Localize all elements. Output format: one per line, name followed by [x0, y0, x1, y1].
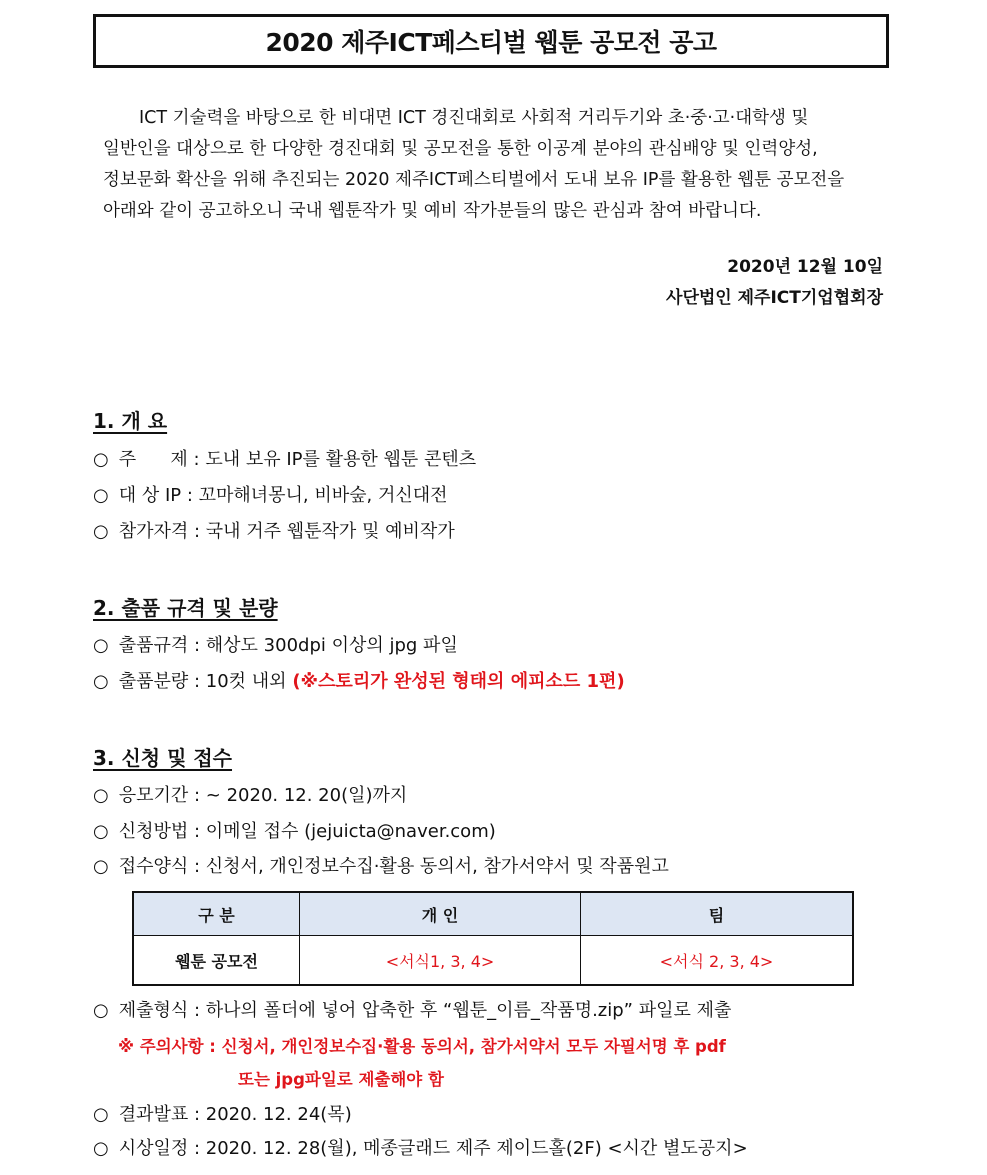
- bullet-icon: ○: [93, 635, 109, 656]
- apply-item-period: [93, 781, 407, 807]
- volume-note: (※스토리가 완성된 형태의 에피소드 1편): [292, 671, 625, 692]
- item-text: 시상일정 : 2020. 12. 28(월), 메종글래드 제주 제이드홀(2F) <시간 별도공지>: [118, 1138, 748, 1159]
- notice-line: ※ 주의사항 : 신청서, 개인정보수집·활용 동의서, 참가서약서 모두 자필서명 후 pdf: [118, 1037, 726, 1056]
- bullet-icon: ○: [93, 1000, 109, 1021]
- bullet-icon: ○: [93, 449, 109, 470]
- notice-line: 또는 jpg파일로 제출해야 함: [238, 1070, 444, 1089]
- item-text: 결과발표 : 2020. 12. 24(목): [118, 1104, 352, 1125]
- item-text: 접수양식 : 신청서, 개인정보수집·활용 동의서, 참가서약서 및 작품원고: [118, 856, 669, 877]
- table-cell: 웹툰 공모전: [133, 936, 300, 986]
- issuer-name: 사단법인 제주ICT기업협회장: [666, 288, 883, 308]
- item-text: 제출형식 : 하나의 폴더에 넣어 압축한 후 “웹툰_이름_작품명.zip” 파일로 제출: [118, 1000, 732, 1021]
- spec-item-format: [93, 631, 458, 657]
- bullet-icon: ○: [93, 856, 109, 877]
- item-text: 응모기간 : ~ 2020. 12. 20(일)까지: [118, 785, 408, 806]
- item-text: 참가자격 : 국내 거주 웹툰작가 및 예비작가: [118, 521, 455, 542]
- table-header: 구 분: [133, 892, 300, 936]
- item-text: 출품규격 : 해상도 300dpi 이상의 jpg 파일: [118, 635, 458, 656]
- intro-paragraph: [103, 103, 883, 227]
- apply-item-forms: [93, 852, 669, 878]
- bullet-icon: ○: [93, 671, 109, 692]
- section-overview-heading: 1. 개 요: [93, 409, 168, 433]
- announcement-date: 2020년 12월 10일: [727, 257, 883, 277]
- table-header: 팀: [581, 892, 854, 936]
- section-spec-heading: 2. 출품 규격 및 분량: [93, 596, 278, 620]
- bullet-icon: ○: [93, 521, 109, 542]
- table-cell: <서식1, 3, 4>: [300, 936, 581, 986]
- intro-line: 정보문화 확산을 위해 추진되는 2020 제주ICT페스티벌에서 도내 보유 IP를 활용한 웹툰 공모전을: [103, 170, 845, 190]
- intro-line: 일반인을 대상으로 한 다양한 경진대회 및 공모전을 통한 이공계 분야의 관심배양 및 인력양성,: [103, 139, 818, 159]
- item-text: 출품분량 : 10컷 내외: [118, 671, 287, 692]
- table-cell: <서식 2, 3, 4>: [581, 936, 854, 986]
- forms-table: [132, 891, 854, 986]
- apply-item-method: [93, 817, 496, 843]
- bullet-icon: ○: [93, 821, 109, 842]
- intro-line: 아래와 같이 공고하오니 국내 웹툰작가 및 예비 작가분들의 많은 관심과 참여 바랍니다.: [103, 201, 762, 221]
- spec-item-volume: [93, 667, 625, 693]
- item-text: 대 상 IP : 꼬마해녀몽니, 비바숲, 거신대전: [118, 485, 448, 506]
- bullet-icon: ○: [93, 785, 109, 806]
- bullet-icon: ○: [93, 1138, 109, 1159]
- overview-item-eligibility: [93, 517, 455, 543]
- table-header: 개 인: [300, 892, 581, 936]
- item-text: 신청방법 : 이메일 접수 (jejuicta@naver.com): [118, 821, 496, 842]
- intro-line: ICT 기술력을 바탕으로 한 비대면 ICT 경진대회로 사회적 거리두기와 초·중·고·대학생 및: [139, 108, 809, 128]
- apply-item-result: [93, 1100, 352, 1126]
- item-text: 주 제 : 도내 보유 IP를 활용한 웹툰 콘텐츠: [118, 449, 477, 470]
- bullet-icon: ○: [93, 1104, 109, 1125]
- table-row: [133, 936, 853, 986]
- announcement-title: [93, 14, 889, 68]
- bullet-icon: ○: [93, 485, 109, 506]
- apply-item-submission: [93, 996, 731, 1022]
- table-header-row: [133, 892, 853, 936]
- section-apply-heading: 3. 신청 및 접수: [93, 746, 233, 770]
- apply-item-award: [93, 1134, 748, 1160]
- overview-item-topic: [93, 445, 476, 471]
- title-text: 2020 제주ICT페스티벌 웹툰 공모전 공고: [265, 28, 717, 57]
- overview-item-target-ip: [93, 481, 448, 507]
